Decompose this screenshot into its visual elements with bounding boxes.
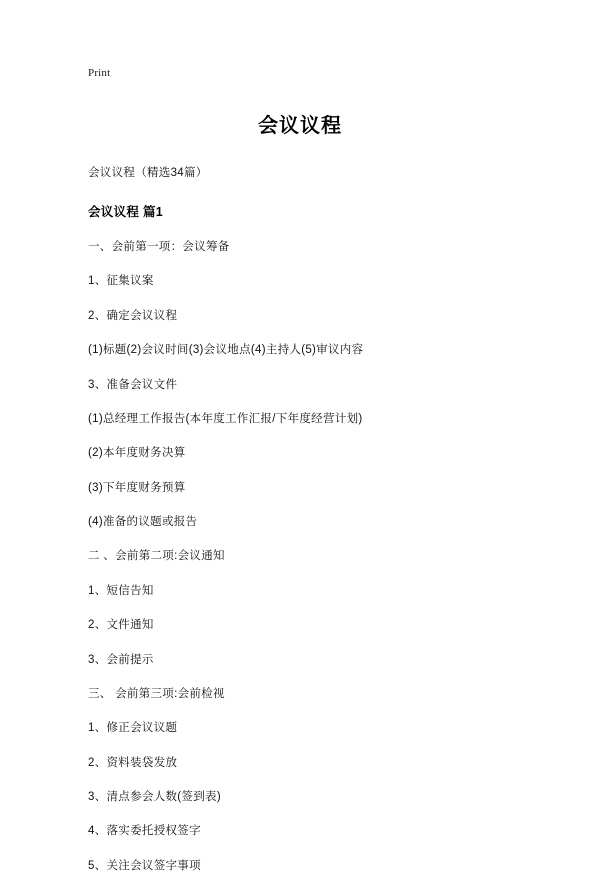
body-line: 4、落实委托授权签字 [88,825,201,838]
body-line: 2、确定会议议程 [88,309,178,322]
print-label[interactable]: Print [88,67,111,79]
body-line: 1、短信告知 [88,584,154,597]
body-line: (1)总经理工作报告(本年度工作汇报/下年度经营计划) [88,412,363,425]
body-line: 1、修正会议议题 [88,722,178,735]
body-line: (3)下年度财务预算 [88,481,186,494]
document-body [88,240,512,873]
body-line: 1、征集议案 [88,275,154,288]
body-line: 一、会前第一项：会议筹备 [88,241,230,253]
body-line: 3、清点参会人数(签到表) [88,791,221,803]
body-line: 三、 会前第三项:会前检视 [88,687,225,700]
body-line: (2)本年度财务决算 [88,447,186,460]
body-line: 2、文件通知 [88,619,154,632]
body-line: 2、资料装袋发放 [88,756,178,769]
body-line: (4)准备的议题或报告 [88,516,198,528]
section-heading: 会议议程 篇1 [88,205,164,219]
body-line: 3、准备会议文件 [88,378,178,391]
body-line: 二 、会前第二项:会议通知 [88,550,225,563]
page-title: 会议议程 [258,115,342,137]
document-subtitle: 会议议程（精选34篇） [88,167,208,179]
body-line: 3、会前提示 [88,653,154,666]
body-line: (1)标题(2)会议时间(3)会议地点(4)主持人(5)审议内容 [88,344,364,357]
body-line: 5、关注会议签字事项 [88,859,201,872]
